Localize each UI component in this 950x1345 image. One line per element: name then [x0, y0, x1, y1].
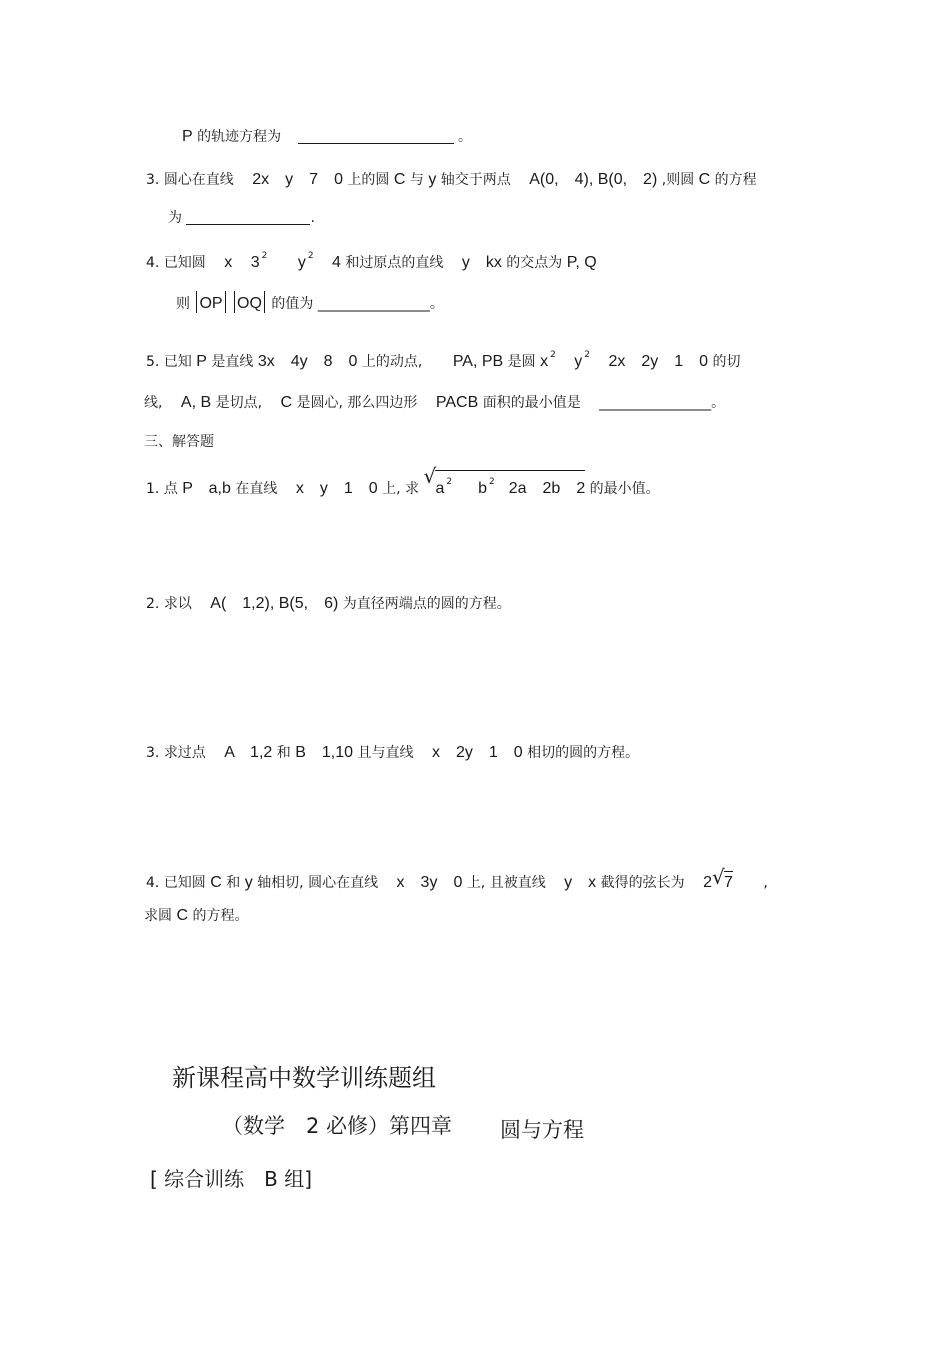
q5-text: 面积的最小值是: [482, 395, 581, 411]
q5-text: 线,: [144, 395, 163, 411]
a2-number: 2.: [146, 596, 160, 612]
tangent-points: A, B: [180, 394, 212, 411]
a3-text: 和: [276, 745, 291, 761]
var-x: x: [540, 353, 549, 370]
answer-blank: [298, 143, 454, 144]
tangent-lines: PA, PB: [452, 353, 504, 370]
answer-q3: [146, 743, 639, 763]
var-y: y: [574, 353, 583, 370]
a4-text: 的方程。: [192, 908, 249, 924]
points: P, Q: [566, 254, 597, 271]
chapter-topic: 圆与方程: [500, 1118, 584, 1142]
a3-number: 3.: [146, 745, 160, 761]
answer-blank: ________________: [317, 296, 430, 312]
var-y: y: [428, 171, 437, 188]
segment-oq: OQ: [237, 295, 262, 312]
exponent: 2: [261, 251, 268, 261]
group-label: [ 综合训练 B 组]: [150, 1167, 313, 1191]
answer-blank: [186, 224, 310, 225]
a4-number: 4.: [146, 875, 160, 891]
line-equation: 2x y 7 0: [252, 171, 343, 188]
var-c: C: [393, 171, 406, 188]
q4-text: 则: [176, 296, 190, 312]
point-b: B 1,10: [295, 744, 354, 761]
a2-text: 求以: [163, 596, 192, 612]
q4-text: 的交点为: [506, 255, 563, 271]
q5-text: 的切: [712, 354, 741, 370]
answer-q4-line2: [144, 906, 248, 926]
exponent: 2: [307, 251, 314, 261]
q3-text: ,则圆: [661, 172, 695, 188]
exponent: 2: [550, 350, 556, 360]
q5-text: 上的动点,: [361, 354, 423, 370]
exponent: 2: [446, 477, 453, 487]
sqrt-expression: [423, 464, 586, 499]
q5-text: 已知: [163, 354, 192, 370]
section-heading: 三、解答题: [144, 434, 214, 450]
circle-equation: 2x 2y 1 0: [608, 353, 709, 370]
q4-text: 已知圆: [163, 255, 206, 271]
answer-q2: [146, 594, 511, 614]
chapter-subtitle: （数学 2 必修）第四章: [222, 1114, 453, 1138]
number-2: 2: [703, 874, 712, 891]
line-equation: y x: [564, 874, 597, 891]
q3-number: 3.: [146, 172, 160, 188]
q5-text: 是圆: [507, 354, 536, 370]
point-p: P a,b: [182, 480, 231, 497]
q5-number: 5.: [146, 354, 160, 370]
a3-text: 且与直线: [357, 745, 414, 761]
line-equation: x 3y 0: [396, 874, 463, 891]
q5-text: 是圆心, 那么四边形: [296, 395, 418, 411]
exponent: 2: [584, 350, 591, 360]
line-equation: 3x 4y 8 0: [257, 353, 358, 370]
page-title: 新课程高中数学训练题组: [172, 1064, 436, 1092]
q4-number: 4.: [146, 255, 160, 271]
q3-text: 上的圆: [347, 172, 390, 188]
q5-end: 。: [711, 395, 726, 411]
fill-q3-line2: [168, 208, 315, 228]
answer-q4-line1: [146, 865, 768, 893]
var-y: y: [297, 254, 306, 271]
fill-q4-line1: [146, 246, 597, 273]
number-4: 4: [332, 254, 341, 271]
a3-text: 求过点: [163, 745, 206, 761]
abs-bar: [196, 291, 197, 313]
a3-text: 相切的圆的方程。: [527, 745, 640, 761]
fill-q3-line1: [146, 170, 757, 190]
var-p: P: [196, 353, 207, 370]
q2-end: 。: [458, 129, 473, 145]
q3-text: 为: [168, 210, 182, 226]
q3-text: 与: [409, 172, 424, 188]
number-3: 3: [250, 254, 260, 271]
var-c: C: [176, 907, 189, 924]
sqrt-sign-icon: √: [423, 464, 437, 488]
q4-text: 的值为: [271, 296, 314, 312]
var-y: y: [244, 874, 253, 891]
abs-bar: [225, 291, 226, 313]
line-equation: y kx: [461, 254, 502, 271]
q3-text: 轴交于两点: [440, 172, 511, 188]
expression-rest: 2a 2b 2: [508, 480, 586, 497]
points: A(0, 4), B(0, 2): [529, 171, 658, 188]
exponent: 2: [488, 477, 495, 487]
a1-text: 在直线: [235, 481, 278, 497]
fill-q5-line1: [146, 345, 741, 372]
a1-text: 上, 求: [382, 481, 419, 497]
q3-end: .: [310, 210, 315, 226]
q3-text: 的方程: [714, 172, 757, 188]
segment-op: OP: [199, 295, 223, 312]
q4-text: 和过原点的直线: [345, 255, 444, 271]
var-x: x: [224, 254, 233, 271]
number-7: 7: [724, 874, 733, 891]
a4-text: 已知圆: [163, 875, 206, 891]
quadrilateral: PACB: [435, 394, 479, 411]
line-equation: x y 1 0: [295, 480, 378, 497]
q3-text: 圆心在直线: [163, 172, 234, 188]
abs-bar: [264, 291, 265, 313]
var-c: C: [698, 171, 711, 188]
var-c: C: [280, 394, 293, 411]
a1-number: 1.: [146, 481, 160, 497]
a2-text: 为直径两端点的圆的方程。: [342, 596, 511, 612]
point-a: A 1,2: [224, 744, 273, 761]
a4-text: 求圆: [144, 908, 172, 924]
var-b: b: [478, 480, 487, 497]
points: A( 1,2), B(5, 6): [210, 595, 339, 612]
a4-text: 上, 且被直线: [466, 875, 546, 891]
q5-text: 是切点,: [215, 395, 263, 411]
a1-text: 点: [163, 481, 178, 497]
var-a: a: [435, 480, 445, 497]
answer-blank: ________________: [599, 395, 712, 411]
sqrt-expression: [712, 865, 733, 893]
abs-bar: [234, 291, 235, 313]
comma: ,: [763, 875, 768, 891]
a1-text: 的最小值。: [589, 481, 660, 497]
line-equation: x 2y 1 0: [431, 744, 523, 761]
answer-q1: [146, 464, 660, 499]
fill-q5-line2: [144, 393, 725, 413]
q4-end: 。: [429, 296, 444, 312]
sqrt-sign-icon: √: [712, 865, 725, 889]
a4-text: 轴相切, 圆心在直线: [257, 875, 379, 891]
a4-text: 和: [226, 875, 241, 891]
fill-q4-line2: [176, 291, 444, 314]
var-p: P: [182, 128, 193, 145]
a4-text: 截得的弦长为: [600, 875, 685, 891]
q2-text: 的轨迹方程为: [197, 129, 282, 145]
q5-text: 是直线: [211, 354, 254, 370]
fill-q2-tail: [182, 127, 472, 147]
var-c: C: [210, 874, 222, 891]
